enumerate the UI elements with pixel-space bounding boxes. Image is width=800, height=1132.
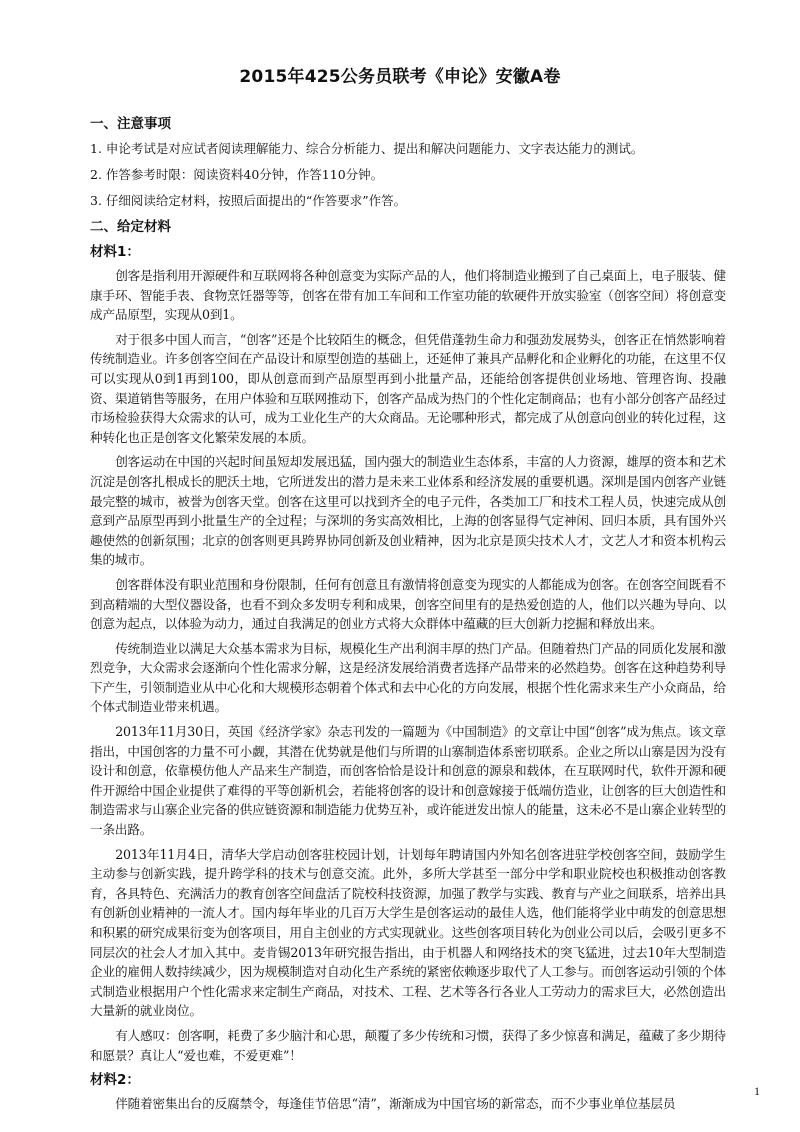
material-1-paragraph: 创客群体没有职业范围和身份限制，任何有创意且有激情将创意变为现实的人都能成为创客。在创客空间既看不到高精端的大型仪器设备，也看不到众多发明专利和成果，创客空间里有的是热爱创造的人，他们以兴趣为导向、以创意为起点，以体验为动力，通过自我满足的创业方式将大众群体中蕴藏的巨大创新力挖掘和释放出来。 bbox=[90, 576, 726, 632]
note-item-3: 3. 仔细阅读给定材料，按照后面提出的“作答要求”作答。 bbox=[90, 193, 407, 208]
materials-heading: 二、给定材料 bbox=[90, 219, 171, 235]
material-1-paragraph: 对于很多中国人而言，“创客”还是个比较陌生的概念，但凭借蓬勃生命力和强劲发展势头，创客正在悄然影响着传统制造业。许多创客空间在产品设计和原型创造的基础上，还延伸了兼具产品孵化和企业孵化的功能，在这里不仅可以实现从0到1再到100，即从创意而到产品原型再到小批量产品，还能给创客提供创业场地、管理咨询、投融资、渠道销售等服务，在用户体验和互联网推动下，创客产品成为热门的个性化定制商品；也有小部分创客产品经过市场检验获得大众需求的认可，成为工业化生产的大众商品。无论哪种形式，都完成了从创意向创业的转化过程，这种转化也正是创客文化繁荣发展的本质。 bbox=[90, 331, 726, 445]
page-number: 1 bbox=[754, 1084, 760, 1098]
note-item-2: 2. 作答参考时限：阅读资料40分钟，作答110分钟。 bbox=[90, 167, 384, 182]
document-title: 2015年425公务员联考《申论》安徽A卷 bbox=[239, 67, 561, 87]
material-1-paragraph: 创客是指利用开源硬件和互联网将各种创意变为实际产品的人，他们将制造业搬到了自己桌面上，电子服装、健康手环、智能手表、食物烹饪器等等，创客在带有加工车间和工作室功能的软硬件开放实验室（创客空间）将创意变成产品原型，实现从0到1。 bbox=[90, 268, 726, 323]
material-1-heading: 材料1： bbox=[90, 244, 140, 260]
document-body bbox=[90, 114, 726, 1119]
material-1-paragraph: 传统制造业以满足大众基本需求为目标，规模化生产出利润丰厚的热门产品。但随着热门产品的同质化发展和激烈竞争，大众需求会逐渐向个性化需求分解，这是经济发展给消费者选择产品带来的必然趋势。创客在这种趋势利导下产生，引领制造业从中心化和大规模形态朝着个体式和去中心化的方向发展，根据个性化需求来生产小众商品，给个体式制造业带来机遇。 bbox=[90, 640, 726, 715]
material-1-paragraph: 2013年11月30日，英国《经济学家》杂志刊发的一篇题为《中国制造》的文章让中国“创客”成为焦点。该文章指出，中国创客的力量不可小觑，其潜在优势就是他们与所谓的山寨制造体系密切联系。企业之所以山寨是因为没有设计和创意，依靠模仿他人产品来生产制造，而创客恰恰是设计和创意的源泉和载体，在互联网时代，软件开源和硬件开源给中国企业提供了难得的平等创新机会，若能将创客的设计和创意嫁接于低端仿造业，让创客的巨大创造性和制造需求与山寨企业完备的供应链资源和制造能力优势互补，或许能迸发出惊人的能量，这未必不是山寨企业转型的一条出路。 bbox=[90, 724, 726, 838]
notes-heading: 一、注意事项 bbox=[90, 116, 171, 132]
material-2-paragraph: 伴随着密集出台的反腐禁令，每逢佳节倍思“清”，渐渐成为中国官场的新常态，而不少事业单位基层员 bbox=[115, 1096, 676, 1112]
note-item-1: 1. 申论考试是对应试者阅读理解能力、综合分析能力、提出和解决问题能力、文字表达能力的测试。 bbox=[90, 141, 644, 156]
material-1-paragraph: 有人感叹：创客啊，耗费了多少脑汁和心思，颠覆了多少传统和习惯，获得了多少惊喜和满足，蕴藏了多少期待和愿景？真让人“爱也难，不爱更难”！ bbox=[90, 1027, 726, 1063]
material-1-paragraph: 创客运动在中国的兴起时间虽短却发展迅猛，国内强大的制造业生态体系，丰富的人力资源，雄厚的资本和艺术沉淀是创客扎根成长的肥沃土地，它所迸发出的潜力是未来工业体系和经济发展的重要机遇。深圳是国内创客产业链最完整的城市，被誉为创客天堂。创客在这里可以找到齐全的电子元件，各类加工厂和技术工程人员，快速完成从创意到产品原型再到小批量生产的全过程；与深圳的务实高效相比，上海的创客显得气定神闲、回归本质，具有国外兴趣使然的创新氛围；北京的创客则更具跨界协同创新及创业精神，因为北京是顶尖技术人才，文艺人才和资本机构云集的城市。 bbox=[90, 454, 726, 568]
material-1-paragraph: 2013年11月4日，清华大学启动创客驻校园计划，计划每年聘请国内外知名创客进驻学校创客空间，鼓励学生主动参与创新实践，提升跨学科的技术与创意交流。此外，多所大学甚至一部分中学和职业院校也积极推动创客教育，各具特色、充满活力的教育创客空间盘活了院校科技资源，加强了教学与实践、教育与产业之间联系，培养出具有创新创业精神的一流人才。国内每年毕业的几百万大学生是创客运动的最佳人选，他们能将学业中萌发的创意思想和积累的研究成果衍变为创客项目，用自主创业的方式实现就业。这些创客项目转化为创业公司以后，会吸引更多不同层次的社会人才加入其中。麦肯锡2013年研究报告指出，由于机器人和网络技术的突飞猛进，过去10年大型制造企业的雇佣人数持续减少，因为规模制造对自动化生产系统的紧密依赖逐步取代了人工参与。而创客运动引领的个体式制造业根据用户个性化需求来定制生产商品，对技术、工程、艺术等各行各业人工劳动力的需求巨大，必然创造出大量新的就业岗位。 bbox=[90, 846, 726, 1019]
material-2-heading: 材料2： bbox=[90, 1072, 140, 1089]
